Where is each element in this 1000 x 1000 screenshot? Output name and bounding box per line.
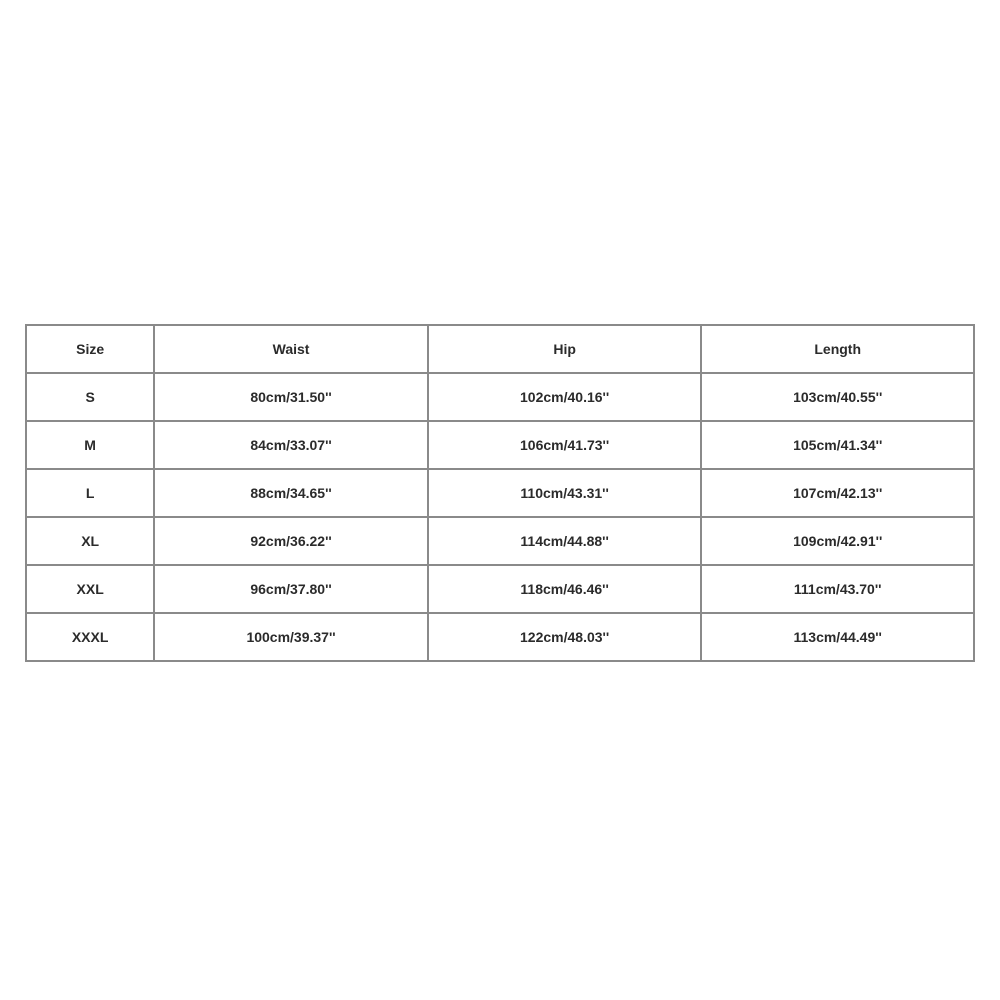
cell-size: XXXL (26, 613, 154, 661)
cell-size: M (26, 421, 154, 469)
cell-waist: 80cm/31.50'' (154, 373, 428, 421)
table-header-row (26, 325, 974, 373)
cell-waist: 88cm/34.65'' (154, 469, 428, 517)
cell-length: 109cm/42.91'' (701, 517, 974, 565)
cell-size: L (26, 469, 154, 517)
cell-size: XL (26, 517, 154, 565)
table-row (26, 421, 974, 469)
cell-hip: 118cm/46.46'' (428, 565, 702, 613)
cell-length: 107cm/42.13'' (701, 469, 974, 517)
table-row (26, 469, 974, 517)
table-row (26, 613, 974, 661)
cell-hip: 106cm/41.73'' (428, 421, 702, 469)
cell-length: 105cm/41.34'' (701, 421, 974, 469)
cell-hip: 122cm/48.03'' (428, 613, 702, 661)
cell-waist: 84cm/33.07'' (154, 421, 428, 469)
table-row (26, 373, 974, 421)
cell-size: S (26, 373, 154, 421)
size-chart-table (25, 324, 975, 662)
cell-hip: 114cm/44.88'' (428, 517, 702, 565)
header-size: Size (26, 325, 154, 373)
cell-waist: 100cm/39.37'' (154, 613, 428, 661)
cell-size: XXL (26, 565, 154, 613)
table-row (26, 517, 974, 565)
cell-hip: 102cm/40.16'' (428, 373, 702, 421)
table-row (26, 565, 974, 613)
cell-hip: 110cm/43.31'' (428, 469, 702, 517)
cell-waist: 96cm/37.80'' (154, 565, 428, 613)
cell-length: 113cm/44.49'' (701, 613, 974, 661)
header-hip: Hip (428, 325, 702, 373)
cell-length: 111cm/43.70'' (701, 565, 974, 613)
header-waist: Waist (154, 325, 428, 373)
cell-length: 103cm/40.55'' (701, 373, 974, 421)
header-length: Length (701, 325, 974, 373)
cell-waist: 92cm/36.22'' (154, 517, 428, 565)
